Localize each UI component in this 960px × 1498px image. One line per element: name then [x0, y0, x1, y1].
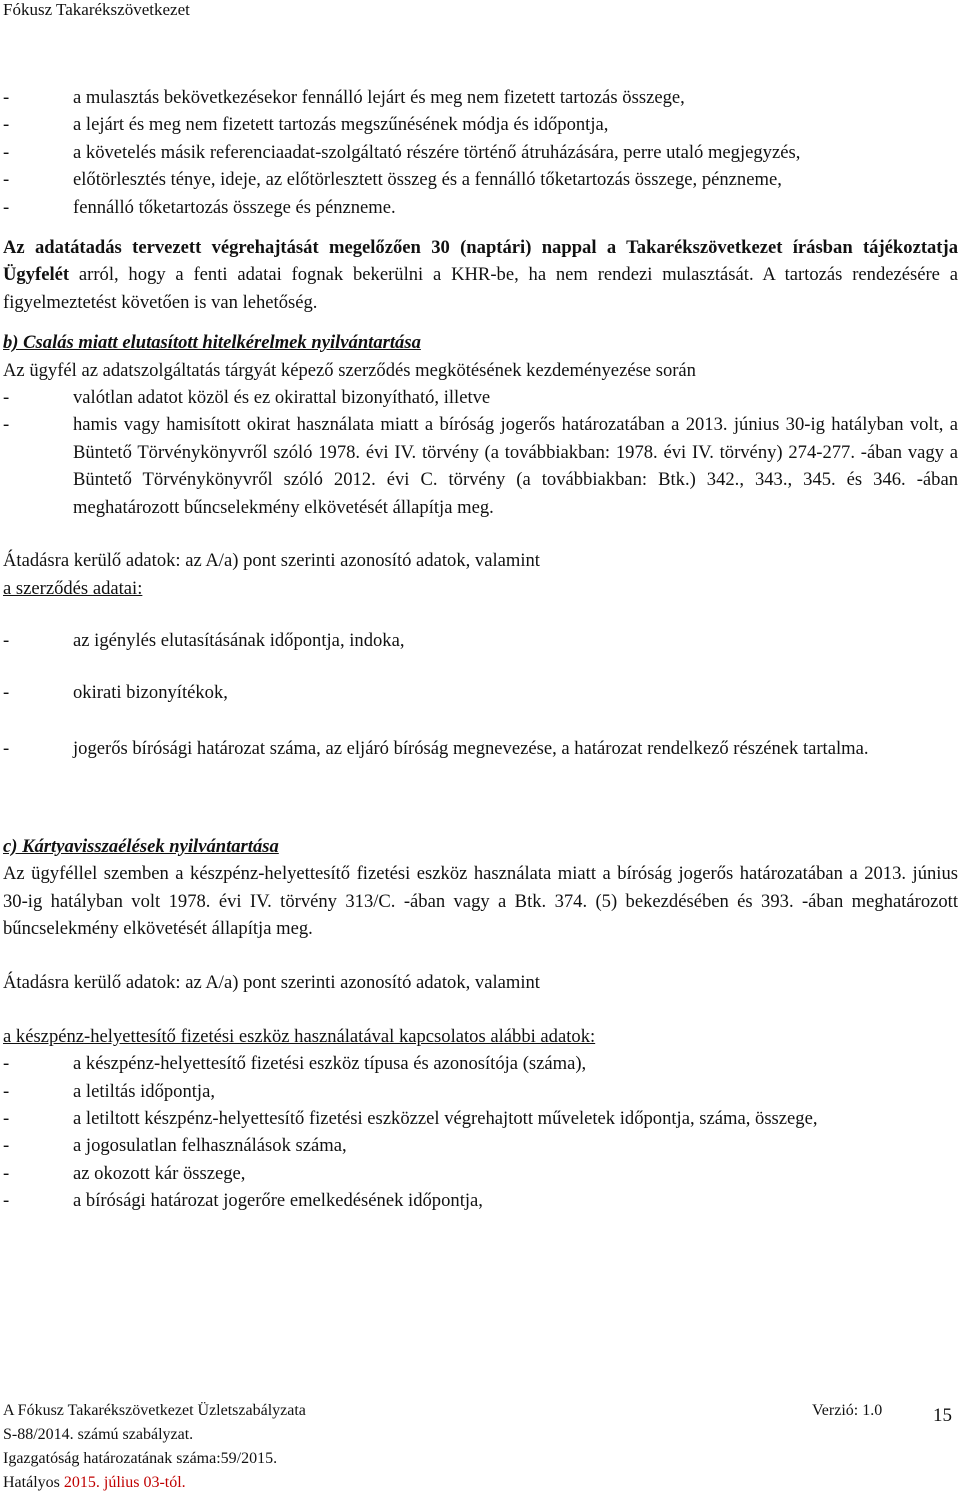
list-item: - a letiltott készpénz-helyettesítő fizetési eszközzel végrehajtott műveletek időpontja, száma, összege,: [3, 1107, 818, 1129]
section-b-contract-data-label: a szerződés adatai:: [3, 577, 143, 599]
list-item: - a mulasztás bekövetkezésekor fennálló lejárt és meg nem fizetett tartozás összege,: [3, 87, 685, 108]
footer-regulation-title: A Fókusz Takarékszövetkezet Üzletszabályzata: [3, 1402, 306, 1419]
list-item: - a lejárt és meg nem fizetett tartozás megszűnésének módja és időpontja,: [3, 114, 609, 136]
footer-board-resolution: Igazgatóság határozatának száma:59/2015.: [3, 1450, 278, 1467]
list-item: - jogerős bírósági határozat száma, az eljáró bíróság megnevezése, a határozat rendelkező részének tartalma.: [3, 737, 869, 759]
list-item: - az igénylés elutasításának időpontja, indoka,: [3, 629, 405, 651]
list-item: - a követelés másik referenciaadat-szolgáltató részére történő átruházására, perre utaló megjegyzés,: [3, 141, 801, 163]
section-c-card-data-label: a készpénz-helyettesítő fizetési eszköz használatával kapcsolatos alábbi adatok:: [3, 1025, 596, 1047]
section-c-intro: Az ügyféllel szemben a készpénz-helyettesítő fizetési eszköz használata miatt a bíróság jogerős határozatában a 2013. június 30-ig hatályban volt 1978. évi IV. törvény 313/C. -ában vagy a Btk. 374. (5) bekezdésében és 393. -ában meghatározott bűncselekmény elkövetését állapítja meg.: [3, 863, 958, 939]
page-number: 15: [933, 1405, 952, 1426]
section-c-heading: c) Kártyavisszaélések nyilvántartása: [3, 835, 279, 857]
footer-version: Verzió: 1.0: [812, 1402, 883, 1419]
list-item: - a jogosulatlan felhasználások száma,: [3, 1135, 347, 1157]
notice-paragraph: [3, 234, 958, 316]
effective-date-value: 2015. július 03-tól.: [63, 1474, 186, 1491]
section-c-transfer: Átadásra kerülő adatok: az A/a) pont szerinti azonosító adatok, valamint: [3, 972, 540, 994]
list-1: [3, 84, 958, 221]
list-item: - okirati bizonyítékok,: [3, 682, 228, 704]
section-b-heading: b) Csalás miatt elutasított hitelkérelmek nyilvántartása: [3, 332, 421, 354]
list-item: - fennálló tőketartozás összege és pénzneme.: [3, 196, 396, 218]
list-item: - előtörlesztés ténye, ideje, az előtörlesztett összeg és a fennálló tőketartozás összege, pénzneme,: [3, 169, 782, 191]
section-b-intro: Az ügyfél az adatszolgáltatás tárgyát képező szerződés megkötésének kezdeményezése során: [3, 359, 696, 381]
list-item: - valótlan adatot közöl és ez okirattal bizonyítható, illetve: [3, 387, 491, 409]
list-item: - a készpénz-helyettesítő fizetési eszköz típusa és azonosítója (száma),: [3, 1053, 587, 1075]
document-body: [3, 84, 958, 1215]
footer-regulation-number: S-88/2014. számú szabályzat.: [3, 1426, 194, 1443]
list-item: - az okozott kár összege,: [3, 1162, 246, 1184]
notice-bold: Az adatátadás tervezett végrehajtását megelőzően 30 (naptári) nappal a Takarékszövetkezet írásban tájékoztatja Ügyfelét: [3, 237, 958, 286]
section-b-transfer: Átadásra kerülő adatok: az A/a) pont szerinti azonosító adatok, valamint: [3, 550, 540, 572]
list-item: - a bírósági határozat jogerőre emelkedésének időpontja,: [3, 1190, 483, 1212]
footer-effective-date: Hatályos 2015. július 03-tól.: [3, 1474, 186, 1491]
page-header: Fókusz Takarékszövetkezet: [3, 0, 190, 19]
list-item: - hamis vagy hamisított okirat használata miatt a bíróság jogerős határozatában a 2013. június 30-ig hatályban volt, a Büntető Törvénykönyvről szóló 1978. évi IV. törvény (a továbbiakban: 1978. évi IV. törvény) 274-277. -ában vagy a Büntető Törvénykönyvről szóló 2012. évi C. törvény (a továbbiakban: Btk.) 342., 343., 345. és 346. -ában meghatározott bűncselekmény elkövetését állapítja meg.: [3, 414, 958, 518]
notice-rest: arról, hogy a fenti adatai fognak bekerülni a KHR-be, ha nem rendezi mulasztását. A tartozás rendezésére a figyelmeztetést követően is van lehetőség.: [3, 264, 958, 313]
list-item: - a letiltás időpontja,: [3, 1080, 216, 1102]
